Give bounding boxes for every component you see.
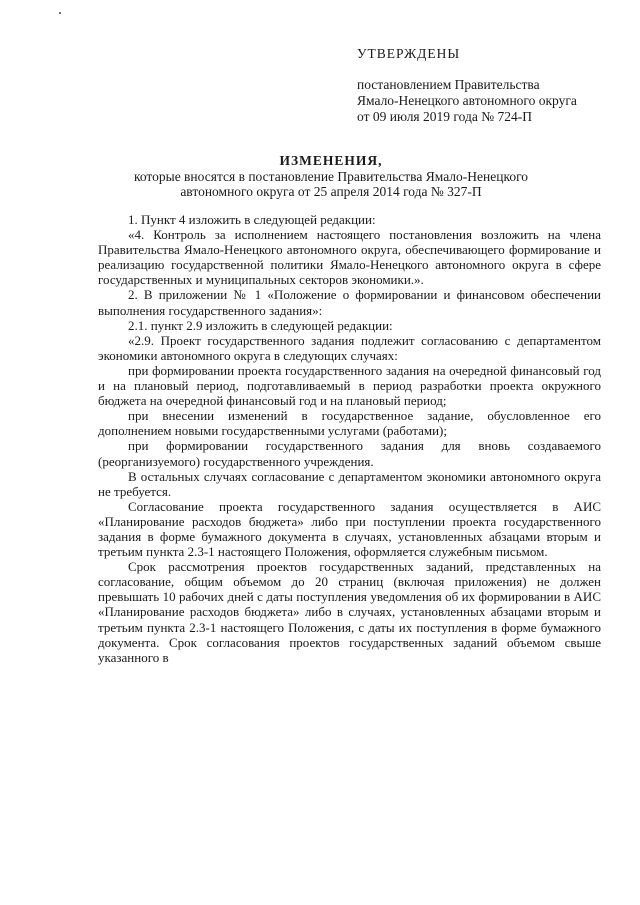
document-body [98, 212, 601, 665]
paragraph: при формировании государственного задания для вновь создаваемого (реорганизуемого) государственного учреждения. [98, 438, 601, 469]
paragraph: 2.1. пункт 2.9 изложить в следующей редакции: [128, 317, 393, 333]
approval-line: Ямало-Ненецкого автономного округа [357, 93, 577, 108]
approval-heading: УТВЕРЖДЕНЫ [357, 46, 461, 61]
title-subtitle: которые вносятся в постановление Правительства Ямало-Ненецкого [133, 168, 529, 184]
paragraph: Срок рассмотрения проектов государственных заданий, представленных на согласование, общим объемом до 20 страниц (включая приложения) не должен превышать 10 рабочих дней с даты поступления уведомления об их формировании в АИС «Планирование расходов бюджета» либо в случаях, установленных абзацами вторым и третьим пункта 2.3-1 настоящего Положения, с даты их поступления в форме бумажного документа. Срок согласования проектов государственных заданий объемом свыше указанного в [98, 559, 601, 665]
paragraph: Согласование проекта государственного задания осуществляется в АИС «Планирование расходов бюджета» либо при поступлении проекта государственного задания в форме бумажного документа в случаях, установленных абзацами вторым и третьим пункта 2.3-1 настоящего Положения, оформляется служебным письмом. [98, 498, 601, 560]
scan-speck [59, 12, 61, 14]
title-main: ИЗМЕНЕНИЯ, [279, 153, 383, 168]
approval-block [357, 46, 577, 125]
paragraph: при формировании проекта государственного задания на очередной финансовый год и на плановый период, подготавливаемый в период разработки проекта окружного бюджета на очередной финансовый год и на плановый период; [98, 362, 601, 409]
approval-line: от 09 июля 2019 года № 724-П [357, 109, 532, 124]
paragraph: В остальных случаях согласование с департаментом экономики автономного округа не требуется. [98, 468, 601, 499]
document-title [96, 153, 566, 200]
paragraph: 1. Пункт 4 изложить в следующей редакции: [128, 212, 376, 227]
approval-line: постановлением Правительства [357, 77, 540, 92]
paragraph: при внесении изменений в государственное задание, обусловленное его дополнением новыми государственными услугами (работами); [98, 408, 601, 439]
paragraph: «4. Контроль за исполнением настоящего постановления возложить на члена Правительства Ямало-Ненецкого автономного округа, обеспечивающего формирование и реализацию государственной политики Ямало-Ненецкого автономного округа в сфере государственных и муниципальных секторов экономики.». [98, 227, 601, 288]
paragraph: «2.9. Проект государственного задания подлежит согласованию с департаментом экономики автономного округа в следующих случаях: [98, 332, 601, 363]
title-subtitle: автономного округа от 25 апреля 2014 года № 327-П [180, 184, 482, 199]
paragraph: 2. В приложении № 1 «Положение о формировании и финансовом обеспечении выполнения государственного задания»: [98, 287, 601, 318]
